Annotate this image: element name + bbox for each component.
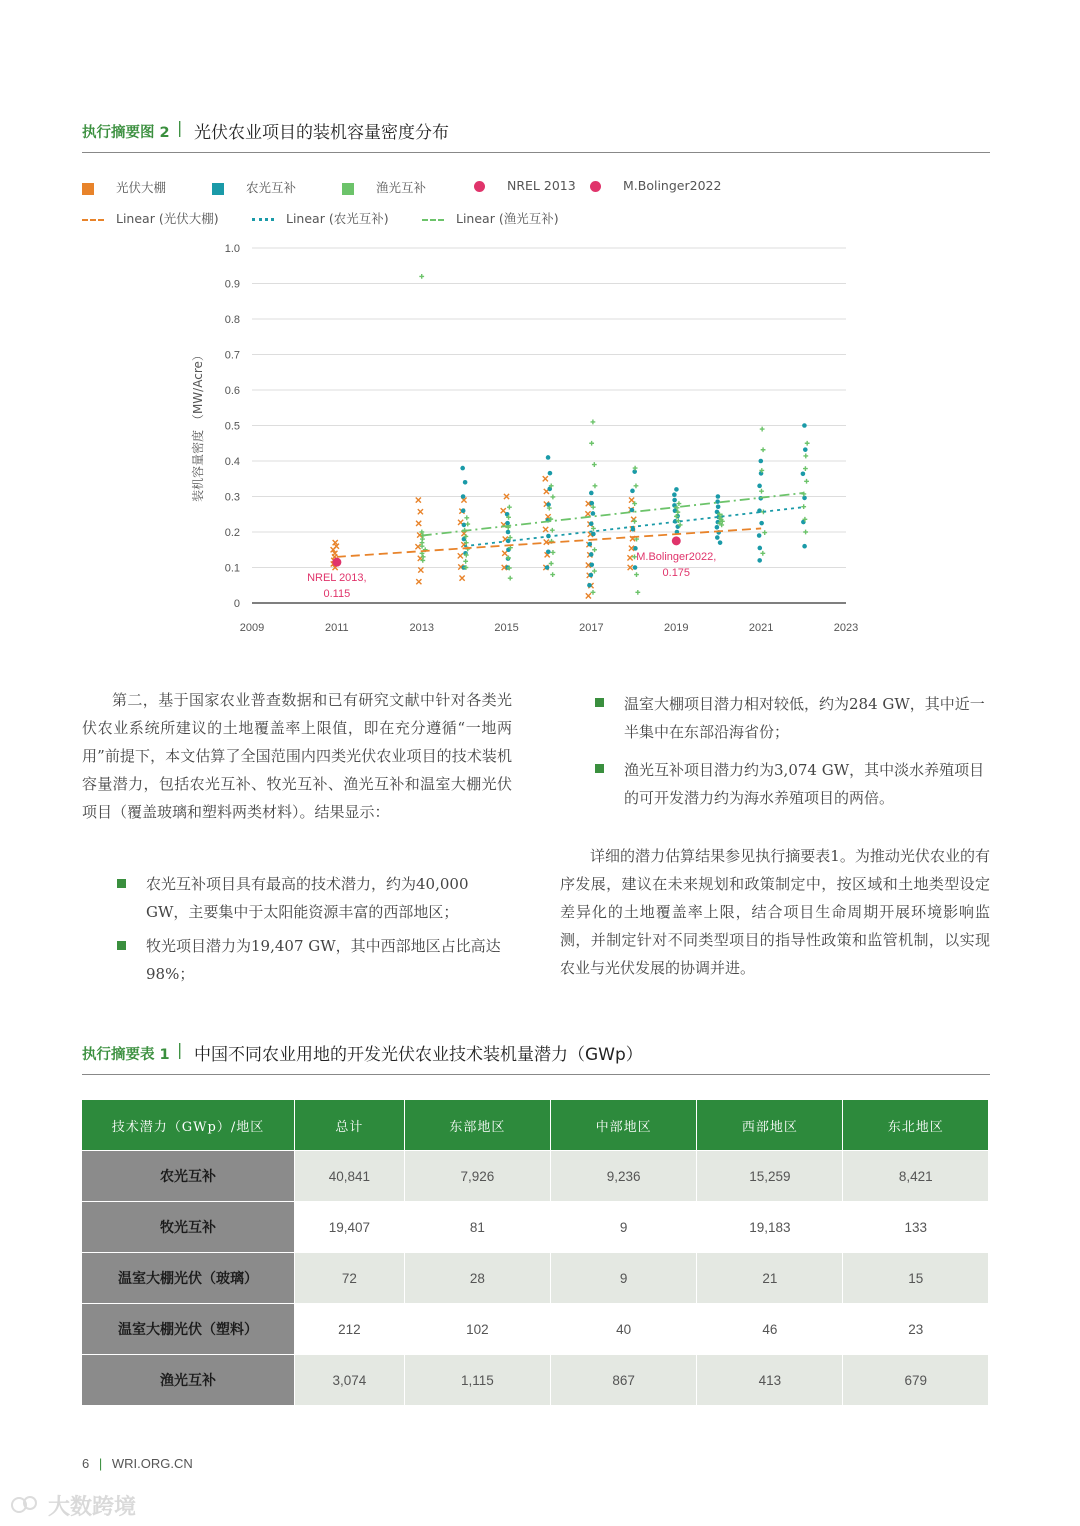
scatter-point-agri — [546, 502, 551, 507]
legend-line-greenhouse: Linear (光伏大棚) — [82, 209, 219, 227]
y-tick-label: 0.2 — [224, 527, 240, 539]
scatter-point-fishery — [593, 483, 598, 488]
table-cell: 40,841 — [295, 1151, 405, 1202]
row-header: 温室大棚光伏（玻璃） — [82, 1253, 295, 1304]
scatter-point-agri — [802, 544, 807, 549]
scatter-point-fishery — [592, 547, 597, 552]
dotted-line-icon — [252, 218, 274, 221]
scatter-point-agri — [802, 496, 807, 501]
scatter-point-fishery — [507, 505, 512, 510]
y-tick-label: 0.9 — [224, 278, 240, 291]
scatter-point-fishery — [805, 441, 810, 446]
x-tick-label: 2013 — [409, 622, 434, 634]
table-cell: 23 — [843, 1304, 988, 1355]
scatter-point-agri — [587, 542, 592, 547]
scatter-point-agri — [463, 480, 468, 485]
scatter-point-fishery — [634, 572, 639, 577]
table-row — [82, 1202, 988, 1253]
legend-item-agri: 农光互补 — [212, 178, 296, 196]
chart-legend — [82, 178, 782, 234]
scatter-point-agri — [589, 562, 594, 567]
row-header: 牧光互补 — [82, 1202, 295, 1253]
dashdot-line-icon — [422, 219, 444, 221]
scatter-point-agri — [674, 487, 679, 492]
table-cell: 9,236 — [551, 1151, 697, 1202]
row-header: 农光互补 — [82, 1151, 295, 1202]
scatter-point-fishery — [464, 515, 469, 520]
bullet-marker-icon — [117, 879, 126, 888]
scatter-point-fishery — [419, 274, 424, 279]
scatter-point-greenhouse — [502, 551, 507, 556]
watermark-text: 大数跨境 — [48, 1495, 137, 1520]
scatter-point-fishery — [759, 489, 764, 494]
row-header: 温室大棚光伏（塑料） — [82, 1304, 295, 1355]
table-row — [82, 1253, 988, 1304]
scatter-point-agri — [505, 521, 510, 526]
table-cell: 40 — [551, 1304, 697, 1355]
table-title: 中国不同农业用地的开发光伏农业技术装机量潜力（GWp） — [194, 1045, 643, 1065]
footer-site: WRI.ORG.CN — [111, 1456, 193, 1471]
scatter-point-agri — [672, 492, 677, 497]
scatter-point-greenhouse — [416, 521, 421, 526]
scatter-point-agri — [672, 498, 677, 503]
y-tick-label: 0.3 — [224, 491, 240, 504]
scatter-point-fishery — [592, 462, 597, 467]
square-marker-icon — [342, 183, 354, 195]
table-cell: 679 — [843, 1355, 988, 1406]
scatter-point-agri — [757, 558, 762, 563]
figure-label: 执行摘要图 2 — [82, 125, 170, 141]
scatter-point-greenhouse — [459, 576, 464, 581]
scatter-point-fishery — [591, 420, 596, 425]
x-tick-label: 2009 — [239, 622, 265, 634]
scatter-point-agri — [801, 471, 806, 476]
bullet-marker-icon — [595, 764, 604, 773]
bullet-marker-icon — [117, 941, 126, 950]
scatter-point-agri — [633, 565, 638, 570]
left-paragraph: 第二，基于国家农业普查数据和已有研究文献中针对各类光伏农业系统所建议的土地覆盖率上限值，即在充分遵循“一地两用”前提下，本文估算了全国范围内四类光伏农业项目的技术装机容量潜力，包括农光互补、牧光互补、渔光互补和温室大棚光伏项目（覆盖玻璃和塑料两类材料）。结果显示： — [82, 691, 512, 821]
y-tick-label: 0 — [233, 598, 240, 610]
header-cell: 中部地区 — [551, 1100, 697, 1151]
scatter-point-greenhouse — [418, 509, 423, 514]
scatter-point-agri — [759, 471, 764, 476]
scatter-point-greenhouse — [416, 579, 421, 584]
figure-heading — [82, 118, 990, 153]
figure-title: 光伏农业项目的装机容量密度分布 — [194, 123, 449, 143]
scatter-point-agri — [546, 455, 551, 460]
table-cell: 7,926 — [404, 1151, 550, 1202]
scatter-point-greenhouse — [458, 553, 463, 558]
table-cell: 72 — [295, 1253, 405, 1304]
circle-marker-icon — [590, 181, 601, 192]
bullet-greenhouse: 温室大棚项目潜力相对较低，约为284 GW，其中近一半集中在东部沿海省份； — [624, 695, 985, 741]
scatter-point-agri — [589, 552, 594, 557]
table-cell: 413 — [697, 1355, 843, 1406]
bullet-marker-icon — [595, 698, 604, 707]
table-cell: 8,421 — [843, 1151, 988, 1202]
table-cell: 19,183 — [697, 1202, 843, 1253]
table-cell: 133 — [843, 1202, 988, 1253]
scatter-point-agri — [716, 504, 721, 509]
scatter-point-agri — [461, 494, 466, 499]
scatter-point-fishery — [760, 427, 765, 432]
circle-marker-icon — [474, 181, 485, 192]
scatter-point-agri — [545, 565, 550, 570]
scatter-point-agri — [759, 459, 764, 464]
scatter-point-agri — [802, 423, 807, 428]
scatter-point-agri — [461, 508, 466, 513]
scatter-point-greenhouse — [418, 567, 423, 572]
y-tick-label: 0.7 — [224, 349, 240, 362]
scatter-point-agri — [759, 521, 764, 526]
scatter-point-agri — [715, 535, 720, 540]
page-footer — [82, 1456, 193, 1471]
bullet-fishery: 渔光互补项目潜力约为3,074 GW，其中淡水养殖项目的可开发潜力约为海水养殖项目的两倍。 — [624, 761, 985, 807]
legend-line-agri: Linear (农光互补) — [252, 209, 389, 227]
reference-point-label: 0.175 — [662, 566, 691, 579]
scatter-point-agri — [715, 510, 720, 515]
scatter-point-agri — [591, 511, 596, 516]
scatter-point-fishery — [550, 572, 555, 577]
density-scatter-chart — [180, 238, 880, 648]
table-cell: 212 — [295, 1304, 405, 1355]
scatter-point-greenhouse — [629, 497, 634, 502]
table-cell: 81 — [404, 1202, 550, 1253]
reference-point-label: NREL 2013, — [307, 572, 367, 585]
table-separator: | — [177, 1040, 183, 1059]
scatter-point-fishery — [591, 590, 596, 595]
scatter-point-greenhouse — [543, 527, 548, 532]
scatter-point-greenhouse — [543, 476, 548, 481]
y-tick-label: 0.6 — [224, 385, 240, 397]
scatter-point-agri — [506, 530, 511, 535]
scatter-point-fishery — [762, 530, 767, 535]
square-marker-icon — [82, 183, 94, 195]
watermark-logo-icon — [10, 1494, 40, 1516]
scatter-point-fishery — [803, 466, 808, 471]
reference-point — [672, 536, 681, 545]
reference-point — [332, 558, 341, 567]
table-cell: 1,115 — [404, 1355, 550, 1406]
reference-point-label: M.Bolinger2022, — [636, 550, 717, 563]
table-cell: 46 — [697, 1304, 843, 1355]
scatter-point-agri — [803, 447, 808, 452]
table-cell: 9 — [551, 1202, 697, 1253]
table-header-row — [82, 1100, 988, 1151]
scatter-point-agri — [589, 573, 594, 578]
x-tick-label: 2017 — [579, 622, 604, 634]
legend-item-nrel: NREL 2013 — [474, 178, 576, 193]
table-cell: 19,407 — [295, 1202, 405, 1253]
scatter-point-agri — [460, 466, 465, 471]
scatter-point-fishery — [550, 495, 555, 500]
scatter-point-greenhouse — [501, 508, 506, 513]
legend-line-fish: Linear (渔光互补) — [422, 209, 559, 227]
y-tick-label: 1.0 — [224, 243, 240, 255]
right-paragraph: 详细的潜力估算结果参见执行摘要表1。为推动光伏农业的有序发展，建议在未来规划和政策制定中，按区域和土地类型设定差异化的土地覆盖率上限，结合项目生命周期开展环境影响监测，并制定针对不同类型项目的指导性政策和监管机制，以实现农业与光伏发展的协调并进。 — [560, 847, 990, 977]
scatter-point-greenhouse — [627, 555, 632, 560]
scatter-point-fishery — [761, 447, 766, 452]
scatter-point-fishery — [760, 551, 765, 556]
scatter-point-fishery — [592, 569, 597, 574]
scatter-point-agri — [587, 583, 592, 588]
scatter-point-agri — [757, 533, 762, 538]
y-tick-label: 0.5 — [224, 420, 240, 433]
scatter-point-fishery — [634, 483, 639, 488]
scatter-point-agri — [546, 549, 551, 554]
table-row — [82, 1355, 988, 1406]
table-label: 执行摘要表 1 — [82, 1047, 170, 1063]
scatter-point-fishery — [803, 454, 808, 459]
reference-point-label: 0.115 — [323, 588, 351, 601]
scatter-point-agri — [716, 494, 721, 499]
scatter-point-greenhouse — [586, 593, 591, 598]
header-cell: 东部地区 — [404, 1100, 550, 1151]
scatter-point-greenhouse — [416, 497, 421, 502]
table-cell: 15 — [843, 1253, 988, 1304]
scatter-point-agri — [589, 491, 594, 496]
potential-table — [82, 1100, 988, 1405]
legend-item-greenhouse: 光伏大棚 — [82, 178, 166, 196]
x-tick-label: 2015 — [494, 622, 519, 634]
scatter-point-agri — [758, 546, 763, 551]
y-tick-label: 0.8 — [224, 314, 240, 326]
scatter-point-fishery — [508, 576, 513, 581]
table-cell: 867 — [551, 1355, 697, 1406]
legend-item-fish: 渔光互补 — [342, 178, 426, 196]
table-cell: 102 — [404, 1304, 550, 1355]
table-cell: 9 — [551, 1253, 697, 1304]
header-cell: 东北地区 — [843, 1100, 988, 1151]
scatter-point-fishery — [801, 504, 806, 509]
header-cell: 西部地区 — [697, 1100, 843, 1151]
scatter-point-fishery — [463, 559, 468, 564]
scatter-point-fishery — [677, 501, 682, 506]
square-marker-icon — [212, 183, 224, 195]
scatter-point-agri — [715, 499, 720, 504]
scatter-point-fishery — [589, 441, 594, 446]
y-axis-label: 装机容量密度 （MW/Acre） — [191, 349, 205, 502]
header-cell: 技术潜力（GWp）/地区 — [82, 1100, 295, 1151]
bullet-agri: 农光互补项目具有最高的技术潜力，约为40,000 GW，主要集中于太阳能资源丰富的西部地区； — [146, 875, 469, 921]
y-tick-label: 0.1 — [224, 562, 240, 575]
scatter-point-fishery — [551, 550, 556, 555]
row-header: 渔光互补 — [82, 1355, 295, 1406]
scatter-point-agri — [630, 489, 635, 494]
y-tick-label: 0.4 — [224, 456, 240, 468]
scatter-point-fishery — [635, 590, 640, 595]
figure-separator: | — [177, 118, 183, 137]
scatter-point-agri — [718, 540, 723, 545]
table-row — [82, 1304, 988, 1355]
table-cell: 15,259 — [697, 1151, 843, 1202]
scatter-point-agri — [589, 521, 594, 526]
dashed-line-icon — [82, 219, 104, 221]
scatter-point-fishery — [803, 530, 808, 535]
scatter-point-agri — [548, 471, 553, 476]
x-tick-label: 2019 — [664, 622, 689, 634]
bullet-grazing: 牧光项目潜力为19,407 GW，其中西部地区占比高达98%； — [146, 937, 501, 983]
table-cell: 28 — [404, 1253, 550, 1304]
x-tick-label: 2023 — [833, 622, 859, 634]
table-heading — [82, 1040, 990, 1075]
table-cell: 21 — [697, 1253, 843, 1304]
header-cell: 总计 — [295, 1100, 405, 1151]
scatter-point-fishery — [549, 561, 554, 566]
scatter-point-fishery — [804, 479, 809, 484]
x-tick-label: 2021 — [748, 622, 774, 634]
scatter-point-agri — [757, 484, 762, 489]
scatter-point-agri — [462, 523, 467, 528]
footer-separator: | — [98, 1456, 103, 1471]
x-tick-label: 2011 — [325, 622, 349, 634]
scatter-point-greenhouse — [585, 511, 590, 516]
scatter-point-agri — [715, 525, 720, 530]
table-cell: 3,074 — [295, 1355, 405, 1406]
page-number: 6 — [82, 1456, 90, 1471]
table-row — [82, 1151, 988, 1202]
legend-item-bolinger: M.Bolinger2022 — [590, 178, 721, 193]
